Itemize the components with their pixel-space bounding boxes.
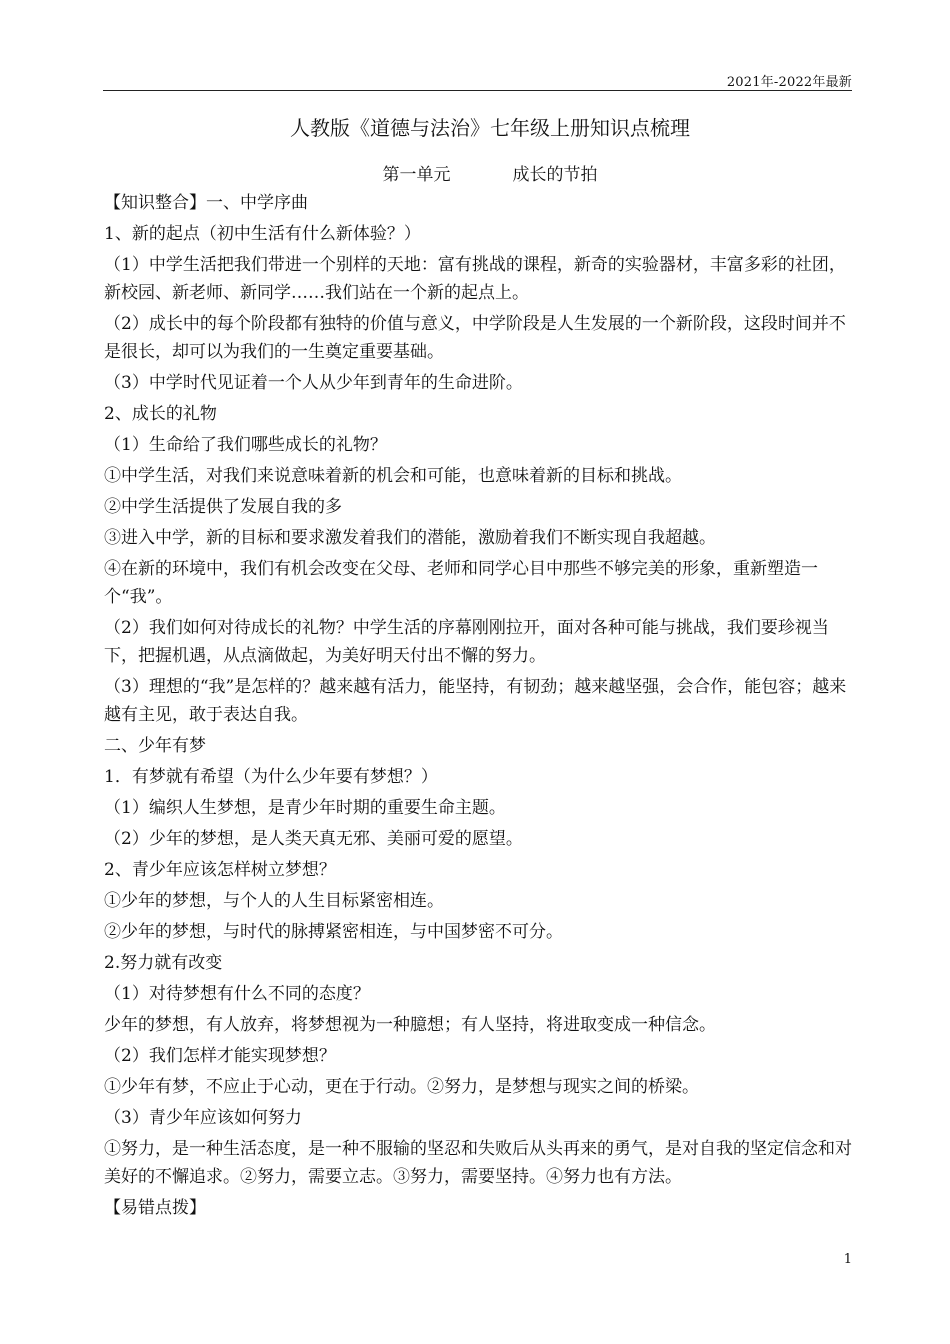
paragraph: （2）少年的梦想，是人类天真无邪、美丽可爱的愿望。 bbox=[104, 829, 523, 849]
paragraph: （2）成长中的每个阶段都有独特的价值与意义，中学阶段是人生发展的一个新阶段，这段时间并不是很长，却可以为我们的一生奠定重要基础。 bbox=[104, 314, 846, 362]
paragraph: （3）理想的“我”是怎样的？越来越有活力，能坚持，有韧劲；越来越坚强，会合作，能包容；越来越有主见，敢于表达自我。 bbox=[104, 677, 847, 725]
paragraph: ①少年的梦想，与个人的人生目标紧密相连。 bbox=[104, 891, 444, 911]
paragraph: 2.努力就有改变 bbox=[104, 953, 223, 973]
paragraph: 1．有梦就有希望（为什么少年要有梦想？） bbox=[104, 767, 438, 787]
paragraph: ②中学生活提供了发展自我的多 bbox=[104, 497, 342, 517]
paragraph: ④在新的环境中，我们有机会改变在父母、老师和同学心目中那些不够完美的形象，重新塑造一个“我”。 bbox=[104, 559, 818, 607]
document-title: 人教版《道德与法治》七年级上册知识点梳理 bbox=[290, 116, 690, 140]
paragraph: ②少年的梦想，与时代的脉搏紧密相连，与中国梦密不可分。 bbox=[104, 922, 563, 942]
paragraph: ①努力，是一种生活态度，是一种不服输的坚忍和失败后从头再来的勇气，是对自我的坚定信念和对美好的不懈追求。②努力，需要立志。③努力，需要坚持。④努力也有方法。 bbox=[104, 1139, 852, 1187]
paragraph: ③进入中学，新的目标和要求激发着我们的潜能，激励着我们不断实现自我超越。 bbox=[104, 528, 716, 548]
header-rule bbox=[103, 90, 852, 91]
paragraph: （1）中学生活把我们带进一个别样的天地：富有挑战的课程，新奇的实验器材，丰富多彩的社团，新校园、新老师、新同学……我们站在一个新的起点上。 bbox=[104, 255, 846, 303]
paragraph: （2）我们怎样才能实现梦想？ bbox=[104, 1046, 336, 1066]
paragraph: 2、青少年应该怎样树立梦想？ bbox=[104, 860, 336, 880]
unit-heading bbox=[0, 160, 950, 185]
paragraph: ①少年有梦，不应止于心动，更在于行动。②努力，是梦想与现实之间的桥梁。 bbox=[104, 1077, 699, 1097]
paragraph: 少年的梦想，有人放弃，将梦想视为一种臆想；有人坚持，将进取变成一种信念。 bbox=[104, 1015, 716, 1035]
paragraph: 1、新的起点（初中生活有什么新体验？） bbox=[104, 224, 421, 244]
paragraph: （2）我们如何对待成长的礼物？中学生活的序幕刚刚拉开，面对各种可能与挑战，我们要珍视当下，把握机遇，从点滴做起，为美好明天付出不懈的努力。 bbox=[104, 618, 829, 666]
document-body bbox=[104, 189, 852, 1222]
page-header: 2021年-2022年最新 bbox=[726, 75, 852, 90]
paragraph: （3）青少年应该如何努力 bbox=[104, 1108, 302, 1128]
paragraph: （3）中学时代见证着一个人从少年到青年的生命进阶。 bbox=[104, 373, 523, 393]
paragraph: 二、少年有梦 bbox=[104, 736, 206, 756]
paragraph: （1）编织人生梦想，是青少年时期的重要生命主题。 bbox=[104, 798, 506, 818]
paragraph: 2、成长的礼物 bbox=[104, 404, 217, 424]
paragraph: （1）生命给了我们哪些成长的礼物？ bbox=[104, 435, 387, 455]
paragraph: 【知识整合】一、中学序曲 bbox=[104, 193, 308, 213]
paragraph: （1）对待梦想有什么不同的态度？ bbox=[104, 984, 370, 1004]
paragraph: 【易错点拨】 bbox=[104, 1198, 206, 1218]
paragraph: ①中学生活，对我们来说意味着新的机会和可能，也意味着新的目标和挑战。 bbox=[104, 466, 682, 486]
unit-name: 成长的节拍 bbox=[512, 165, 598, 185]
unit-number: 第一单元 bbox=[382, 165, 451, 185]
page-number: 1 bbox=[843, 1252, 852, 1267]
